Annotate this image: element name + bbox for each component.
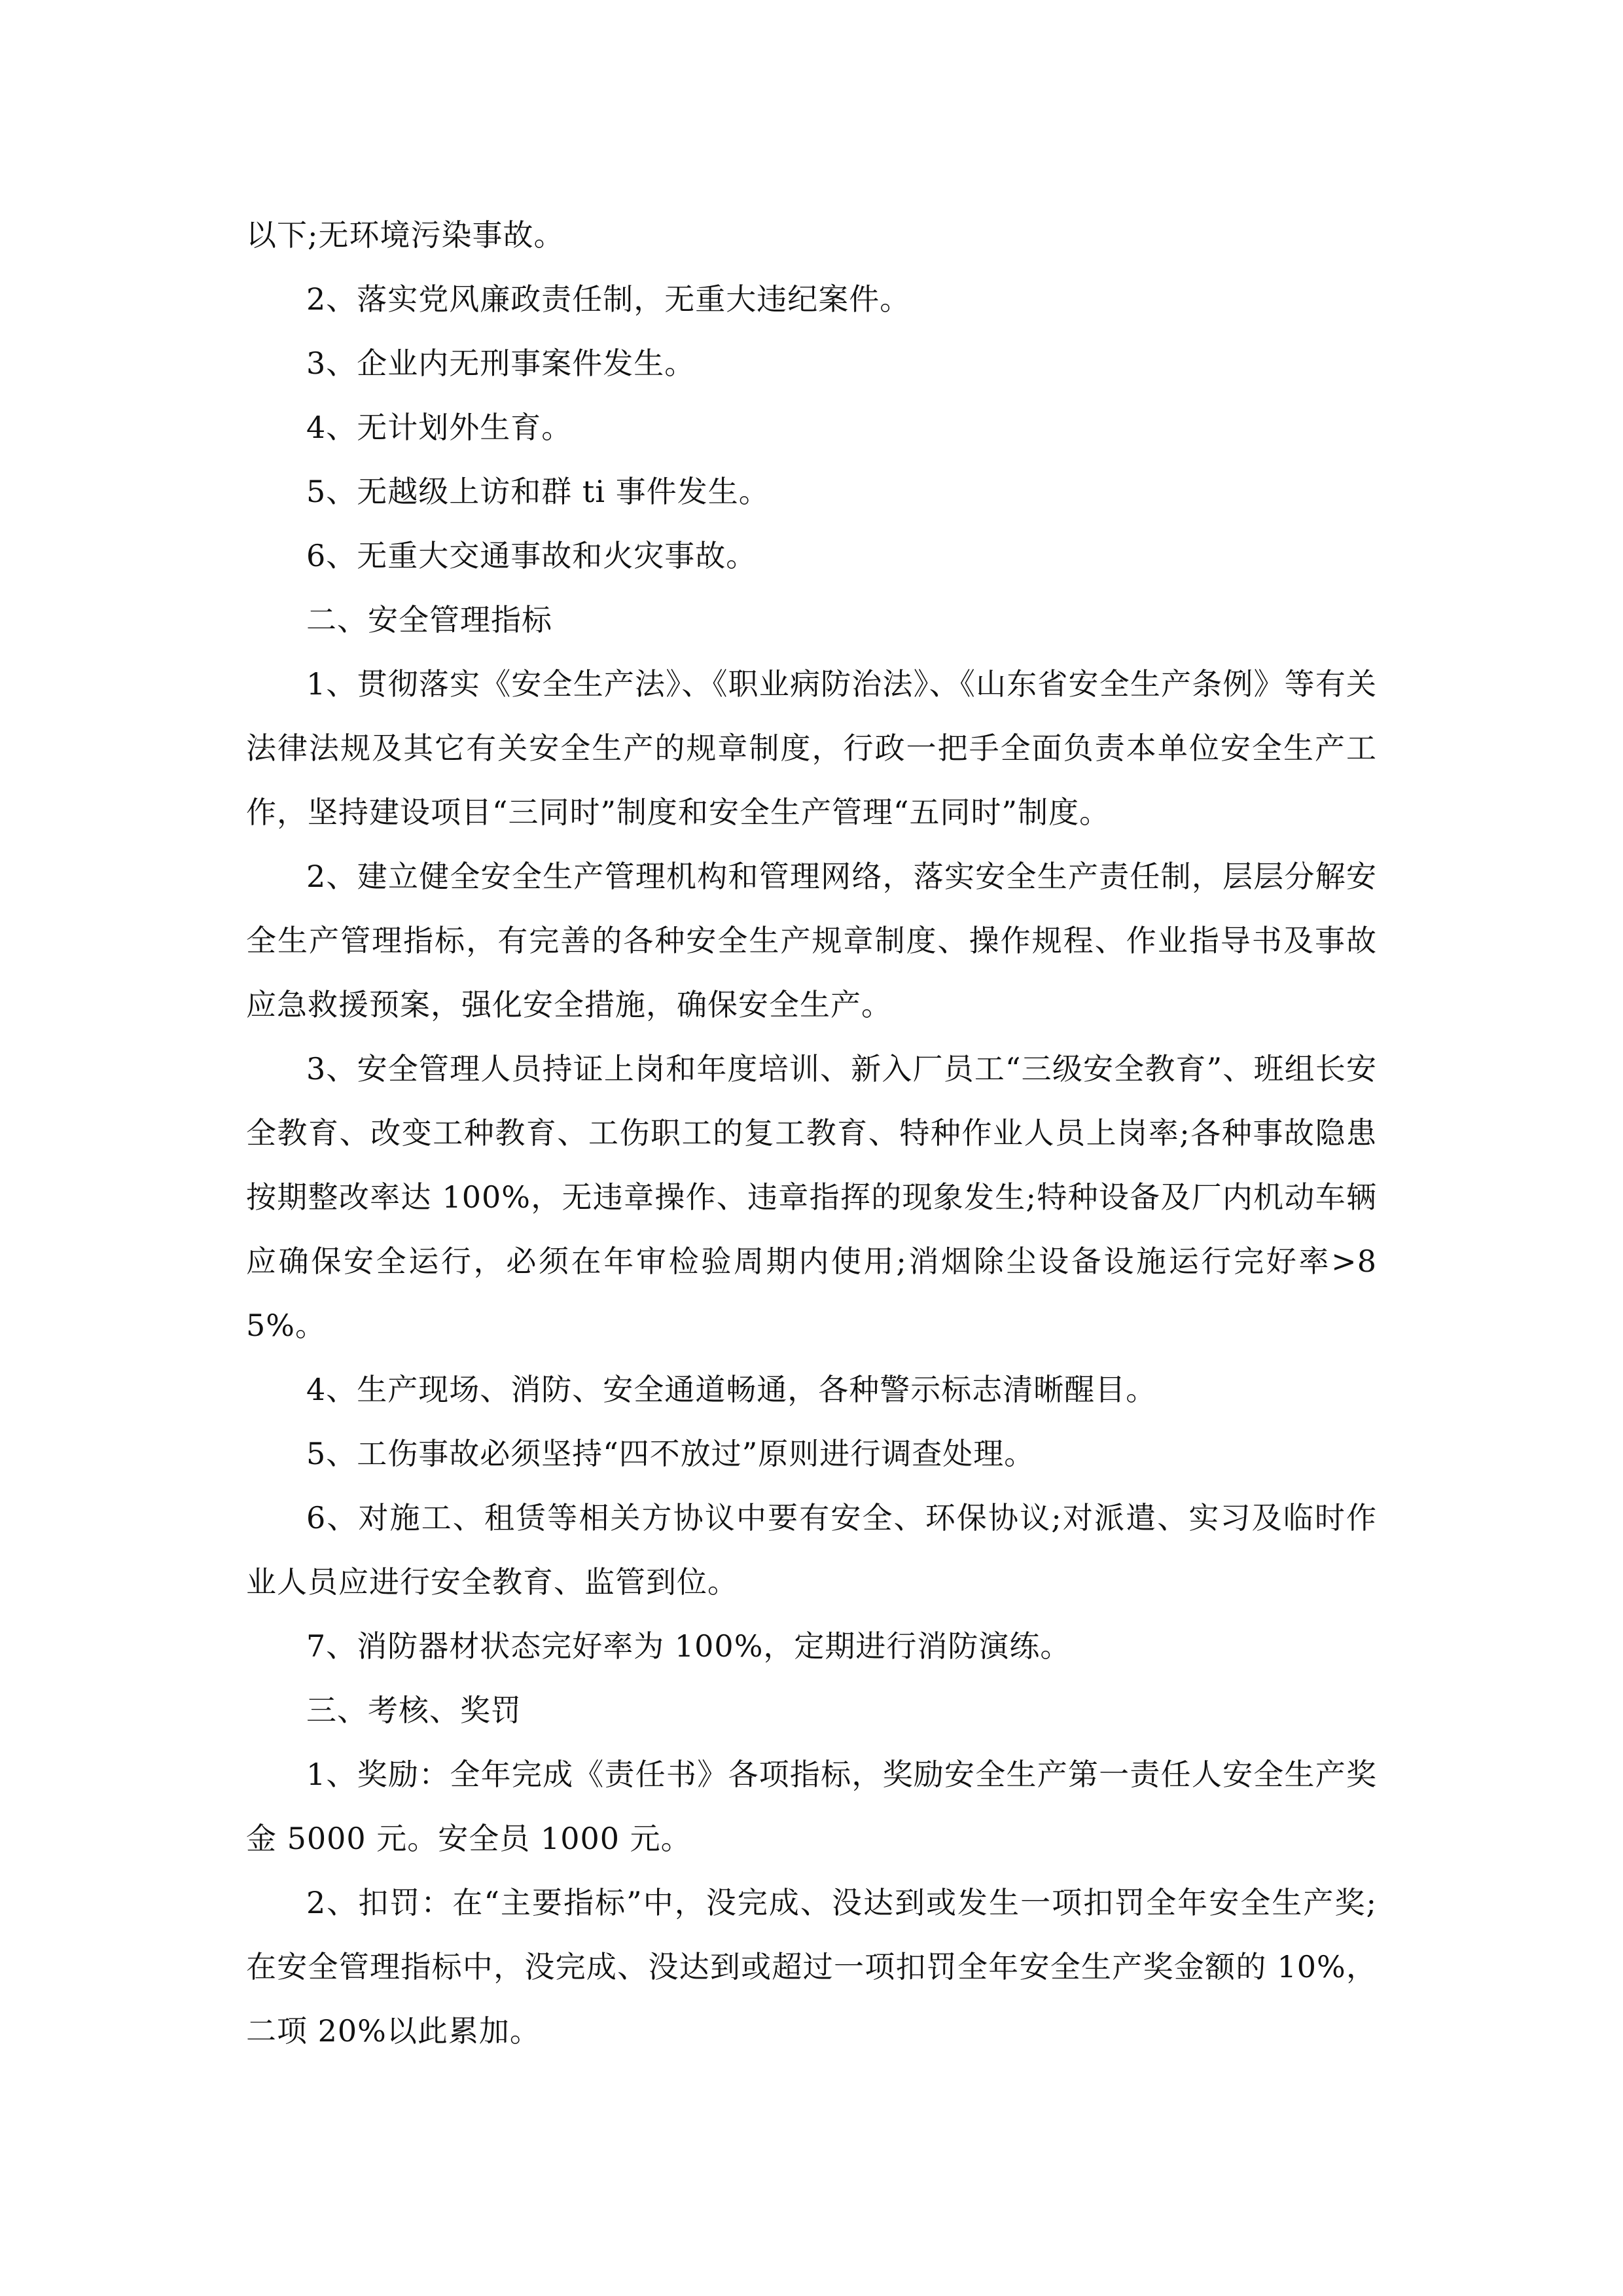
- paragraph-safety-item-7: 7、消防器材状态完好率为 100%，定期进行消防演练。: [306, 1628, 1071, 1664]
- paragraph-reward: 1、奖励：全年完成《责任书》各项指标，奖励安全生产第一责任人安全生产奖金 5000 元。安全员 1000 元。: [246, 1757, 1377, 1856]
- paragraph-item-3: 3、企业内无刑事案件发生。: [306, 346, 696, 381]
- paragraph-item-4: 4、无计划外生育。: [306, 410, 573, 445]
- paragraph-safety-item-2: 2、建立健全安全生产管理机构和管理网络，落实安全生产责任制，层层分解安全生产管理指标，有完善的各种安全生产规章制度、操作规程、作业指导书及事故应急救援预案，强化安全措施，确保安全生产。: [246, 859, 1377, 1022]
- paragraph-safety-item-4: 4、生产现场、消防、安全通道畅通，各种警示标志清晰醒目。: [306, 1372, 1157, 1407]
- paragraph-continuation: 以下;无环境污染事故。: [246, 217, 565, 253]
- paragraph-safety-item-1: 1、贯彻落实《安全生产法》、《职业病防治法》、《山东省安全生产条例》等有关法律法规及其它有关安全生产的规章制度，行政一把手全面负责本单位安全生产工作，坚持建设项目“三同时”制度和安全生产管理“五同时”制度。: [246, 666, 1377, 830]
- paragraph-safety-item-5: 5、工伤事故必须坚持“四不放过”原则进行调查处理。: [306, 1436, 1035, 1471]
- paragraph-item-5: 5、无越级上访和群 ti 事件发生。: [306, 474, 770, 509]
- paragraph-safety-item-6: 6、对施工、租赁等相关方协议中要有安全、环保协议;对派遣、实习及临时作业人员应进行安全教育、监管到位。: [246, 1500, 1377, 1600]
- section-heading-safety-management: 二、安全管理指标: [306, 602, 552, 637]
- paragraph-penalty: 2、扣罚：在“主要指标”中，没完成、没达到或发生一项扣罚全年安全生产奖;在安全管理指标中，没完成、没达到或超过一项扣罚全年安全生产奖金额的 10%，二项 20%以此累加。: [246, 1885, 1377, 2049]
- document-body: [246, 203, 1377, 2063]
- paragraph-item-2: 2、落实党风廉政责任制，无重大违纪案件。: [306, 281, 911, 317]
- paragraph-item-6: 6、无重大交通事故和火灾事故。: [306, 538, 757, 573]
- paragraph-safety-item-3: 3、安全管理人员持证上岗和年度培训、新入厂员工“三级安全教育”、班组长安全教育、改变工种教育、工伤职工的复工教育、特种作业人员上岗率;各种事故隐患按期整改率达 100%，无违章操作、违章指挥的现象发生;特种设备及厂内机动车辆应确保安全运行，必须在年审检验周期内使用;消烟除尘设备设施运行完好率>85%。: [246, 1051, 1377, 1343]
- section-heading-assessment: 三、考核、奖罚: [306, 1693, 522, 1728]
